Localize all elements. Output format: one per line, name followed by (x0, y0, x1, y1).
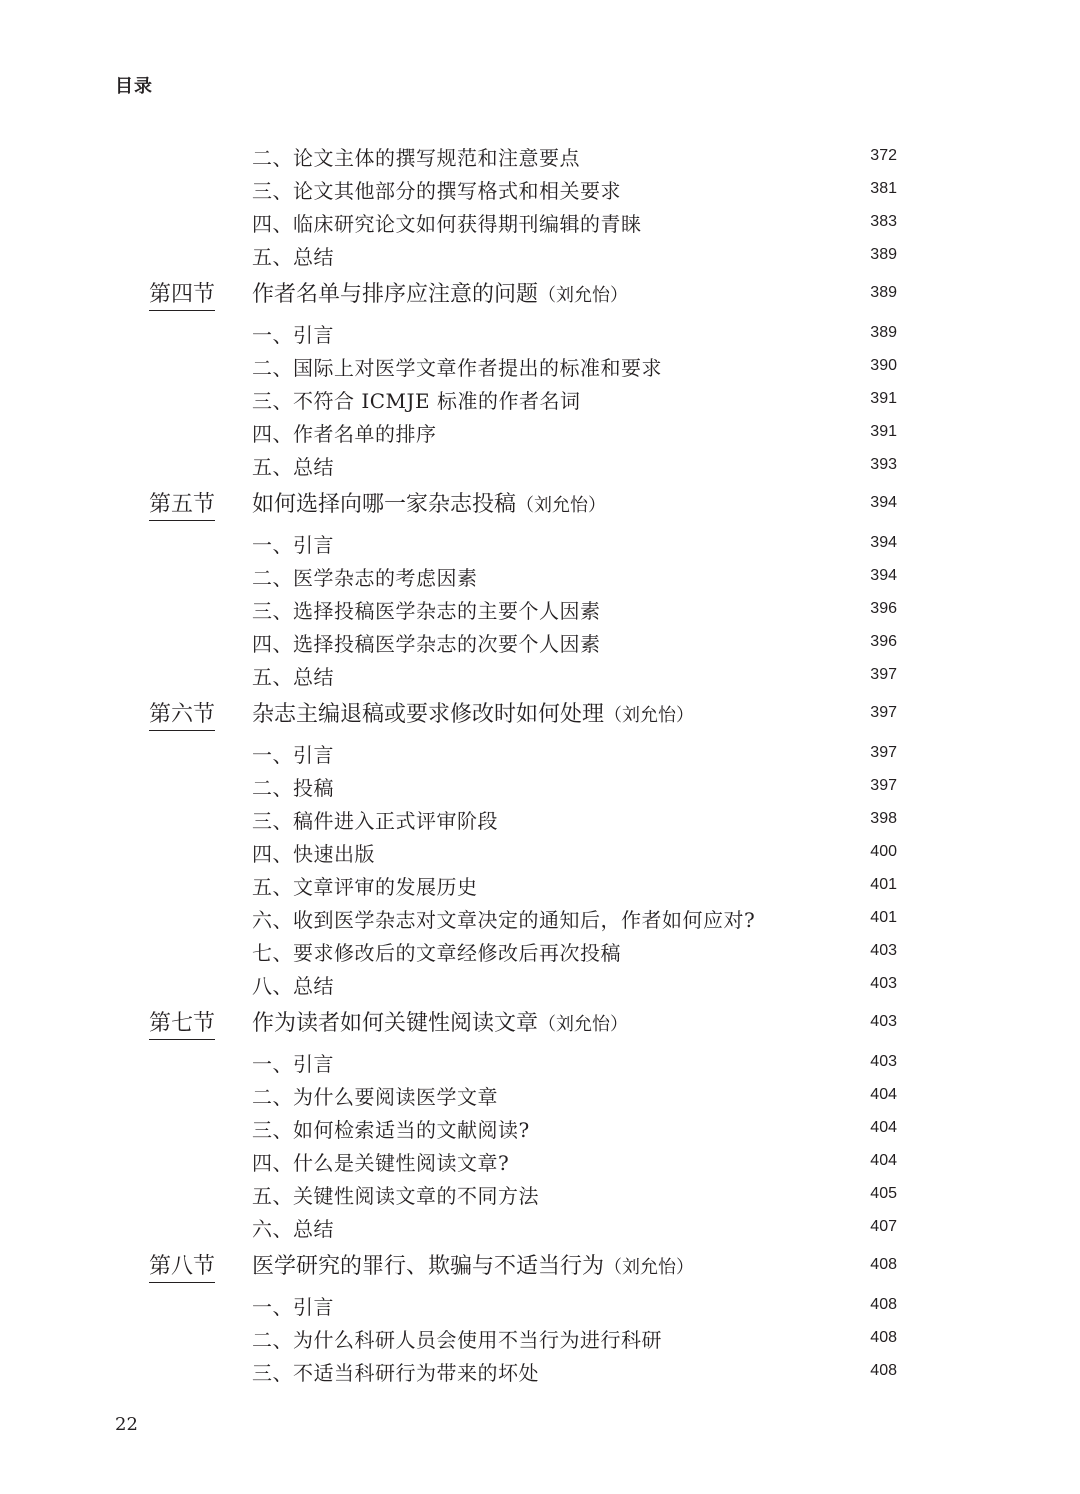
toc-item-title: 二、医学杂志的考虑因素 (252, 566, 478, 590)
toc-page-number: 372 (870, 147, 897, 164)
toc-item-title: 一、引言 (252, 743, 334, 767)
toc-item-row (0, 414, 1080, 447)
toc-page-number: 407 (870, 1218, 897, 1235)
toc-page-number: 397 (870, 777, 897, 794)
toc-page-number: 408 (870, 1362, 897, 1379)
toc-item-row (0, 1044, 1080, 1077)
toc-section-row (0, 1242, 1080, 1287)
toc-item-row (0, 348, 1080, 381)
toc-item-row (0, 1320, 1080, 1353)
toc-item-title: 三、不适当科研行为带来的坏处 (252, 1361, 539, 1385)
toc-item-title: 一、引言 (252, 1295, 334, 1319)
toc-section-title (252, 697, 694, 728)
toc-page-number: 403 (870, 1013, 897, 1030)
toc-section-title (252, 487, 606, 518)
toc-item-title: 五、总结 (252, 245, 334, 269)
toc-item-row (0, 1176, 1080, 1209)
toc-page-number: 397 (870, 704, 897, 721)
toc-section-title-text: 医学研究的罪行、欺骗与不适当行为 (252, 1254, 605, 1279)
toc-item-title: 五、总结 (252, 455, 334, 479)
toc-page-number: 404 (870, 1086, 897, 1103)
toc-item-row (0, 204, 1080, 237)
toc-item-title: 三、如何检索适当的文献阅读? (252, 1118, 530, 1142)
toc-item-title: 二、论文主体的撰写规范和注意要点 (252, 146, 580, 170)
toc-item-row (0, 624, 1080, 657)
toc-item-title: 一、引言 (252, 533, 334, 557)
toc-page-number: 397 (870, 744, 897, 761)
toc-item-title: 三、论文其他部分的撰写格式和相关要求 (252, 179, 621, 203)
toc-section-author: （刘允怡） (516, 495, 607, 516)
toc-section-author: （刘允怡） (538, 285, 629, 306)
toc-item-title: 一、引言 (252, 323, 334, 347)
toc-item-title: 六、收到医学杂志对文章决定的通知后，作者如何应对? (252, 908, 756, 932)
toc-page-number: 391 (870, 390, 897, 407)
toc-section-label: 第七节 (149, 1006, 215, 1040)
toc-item-title: 四、临床研究论文如何获得期刊编辑的青睐 (252, 212, 642, 236)
toc-item-row (0, 801, 1080, 834)
toc-item-row (0, 834, 1080, 867)
toc-item-title: 四、选择投稿医学杂志的次要个人因素 (252, 632, 601, 656)
toc-item-title: 二、国际上对医学文章作者提出的标准和要求 (252, 356, 662, 380)
toc-item-row (0, 657, 1080, 690)
toc-page-number: 393 (870, 456, 897, 473)
toc-item-row (0, 1353, 1080, 1386)
toc-section-author: （刘允怡） (538, 1014, 629, 1035)
toc-section-label: 第六节 (149, 697, 215, 731)
toc-item-row (0, 1287, 1080, 1320)
toc-item-row (0, 237, 1080, 270)
toc-page-number: 381 (870, 180, 897, 197)
page-number: 22 (115, 1414, 138, 1435)
toc-page-number: 394 (870, 567, 897, 584)
toc-page-number: 405 (870, 1185, 897, 1202)
toc-page-number: 396 (870, 633, 897, 650)
toc-item-title: 三、不符合 ICMJE 标准的作者名词 (252, 389, 581, 413)
toc-page-number: 394 (870, 534, 897, 551)
toc-item-title: 四、什么是关键性阅读文章? (252, 1151, 510, 1175)
toc-item-title: 七、要求修改后的文章经修改后再次投稿 (252, 941, 621, 965)
toc-section-title-text: 如何选择向哪一家杂志投稿 (252, 492, 517, 517)
toc-page-number: 397 (870, 666, 897, 683)
toc-section-title (252, 1006, 628, 1037)
toc-item-row (0, 900, 1080, 933)
table-of-contents (0, 138, 1080, 1386)
toc-page-number: 403 (870, 975, 897, 992)
toc-page-number: 389 (870, 324, 897, 341)
toc-page-number: 403 (870, 942, 897, 959)
toc-page-number: 389 (870, 246, 897, 263)
toc-item-row (0, 381, 1080, 414)
toc-page-number: 408 (870, 1256, 897, 1273)
toc-item-row (0, 558, 1080, 591)
toc-page-number: 383 (870, 213, 897, 230)
toc-page-number: 408 (870, 1296, 897, 1313)
toc-page-number: 391 (870, 423, 897, 440)
toc-section-title (252, 277, 628, 308)
toc-item-title: 五、关键性阅读文章的不同方法 (252, 1184, 539, 1208)
toc-section-title-text: 杂志主编退稿或要求修改时如何处理 (252, 702, 605, 727)
toc-item-title: 二、为什么科研人员会使用不当行为进行科研 (252, 1328, 662, 1352)
toc-item-row (0, 933, 1080, 966)
toc-item-title: 六、总结 (252, 1217, 334, 1241)
toc-page-number: 401 (870, 909, 897, 926)
toc-item-title: 三、稿件进入正式评审阶段 (252, 809, 498, 833)
toc-item-title: 五、文章评审的发展历史 (252, 875, 478, 899)
toc-item-row (0, 768, 1080, 801)
toc-section-author: （刘允怡） (604, 705, 695, 726)
toc-item-title: 三、选择投稿医学杂志的主要个人因素 (252, 599, 601, 623)
toc-page-number: 398 (870, 810, 897, 827)
toc-page-number: 396 (870, 600, 897, 617)
toc-section-title (252, 1249, 694, 1280)
toc-page-number: 390 (870, 357, 897, 374)
toc-section-label: 第五节 (149, 487, 215, 521)
toc-page-number: 401 (870, 876, 897, 893)
toc-section-title-text: 作为读者如何关键性阅读文章 (252, 1011, 539, 1036)
toc-item-row (0, 966, 1080, 999)
toc-item-row (0, 138, 1080, 171)
toc-item-title: 一、引言 (252, 1052, 334, 1076)
toc-item-title: 二、投稿 (252, 776, 334, 800)
toc-item-title: 四、作者名单的排序 (252, 422, 437, 446)
toc-item-title: 五、总结 (252, 665, 334, 689)
toc-section-author: （刘允怡） (604, 1257, 695, 1278)
toc-page-number: 408 (870, 1329, 897, 1346)
toc-page-number: 400 (870, 843, 897, 860)
toc-item-row (0, 1143, 1080, 1176)
toc-page-number: 404 (870, 1152, 897, 1169)
toc-section-title-text: 作者名单与排序应注意的问题 (252, 282, 539, 307)
toc-page-number: 394 (870, 494, 897, 511)
toc-section-row (0, 480, 1080, 525)
toc-item-row (0, 171, 1080, 204)
toc-item-row (0, 591, 1080, 624)
toc-section-row (0, 999, 1080, 1044)
toc-item-row (0, 525, 1080, 558)
toc-item-row (0, 1077, 1080, 1110)
toc-section-row (0, 690, 1080, 735)
toc-item-row (0, 1209, 1080, 1242)
toc-page-number: 389 (870, 284, 897, 301)
toc-section-label: 第八节 (149, 1249, 215, 1283)
toc-item-row (0, 1110, 1080, 1143)
toc-item-row (0, 867, 1080, 900)
toc-section-row (0, 270, 1080, 315)
toc-item-title: 四、快速出版 (252, 842, 375, 866)
toc-page-number: 404 (870, 1119, 897, 1136)
page-header-title: 目录 (115, 76, 153, 97)
toc-item-title: 八、总结 (252, 974, 334, 998)
toc-item-row (0, 735, 1080, 768)
toc-item-row (0, 447, 1080, 480)
toc-item-row (0, 315, 1080, 348)
toc-item-title: 二、为什么要阅读医学文章 (252, 1085, 498, 1109)
toc-section-label: 第四节 (149, 277, 215, 311)
toc-page-number: 403 (870, 1053, 897, 1070)
